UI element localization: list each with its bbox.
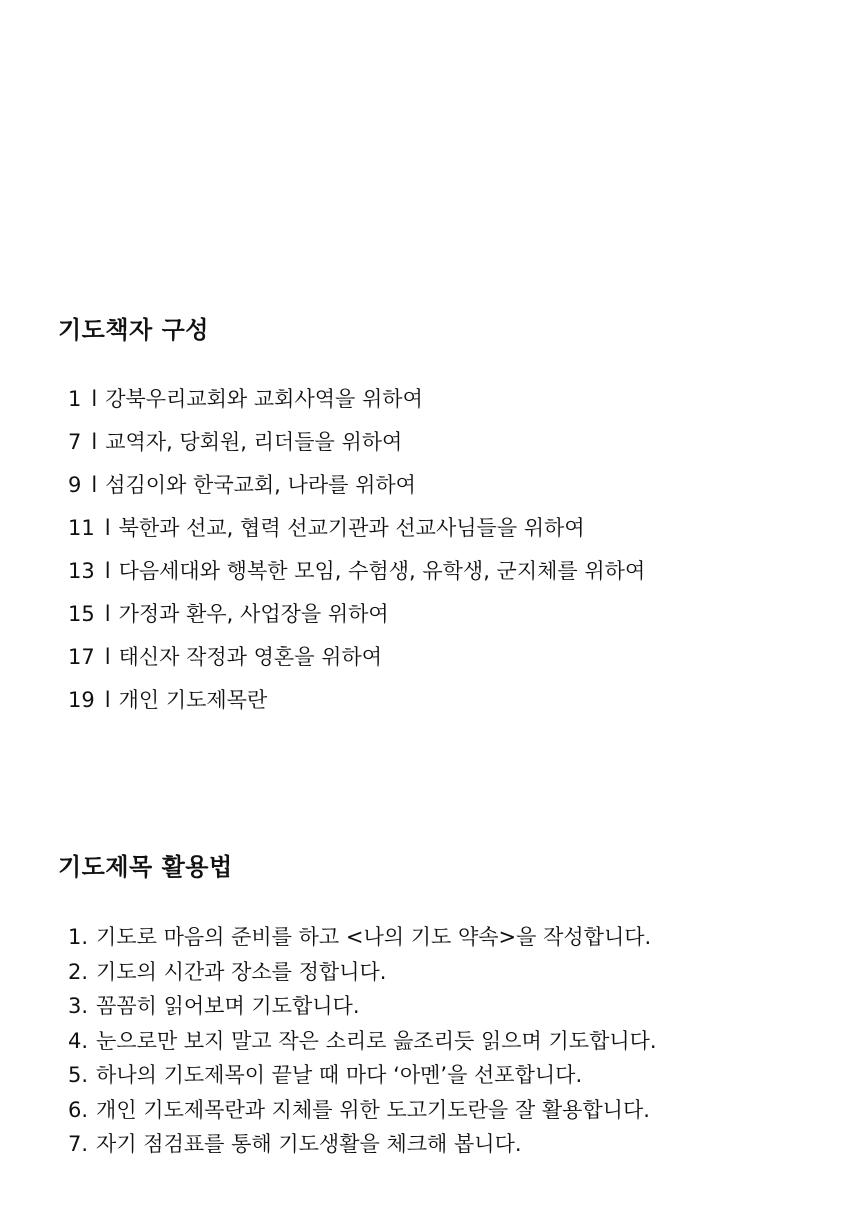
list-item (68, 993, 657, 1028)
item-text: 눈으로만 보지 말고 작은 소리로 읊조리듯 읽으며 기도합니다. (96, 1028, 657, 1053)
list-item (68, 601, 645, 644)
item-text: 자기 점검표를 통해 기도생활을 체크해 봅니다. (96, 1132, 522, 1156)
item-number: 3. (68, 994, 89, 1018)
list-item (68, 644, 645, 687)
page-number: 7 (68, 430, 82, 454)
page-number: 1 (68, 387, 82, 411)
item-text: 꼼꼼히 읽어보며 기도합니다. (96, 994, 360, 1018)
item-text: 기도로 마음의 준비를 하고 <나의 기도 약속>을 작성합니다. (96, 925, 652, 949)
item-number: 2. (68, 959, 89, 984)
list-item (68, 429, 645, 472)
item-text: 하나의 기도제목이 끝날 때 마다 ‘아멘’을 선포합니다. (96, 1063, 583, 1087)
list-item (68, 386, 645, 429)
separator: l (91, 473, 98, 497)
page-number: 15 (68, 602, 95, 626)
separator: l (91, 387, 98, 411)
separator: l (104, 559, 111, 583)
list-item (68, 959, 657, 994)
list-item (68, 1097, 657, 1132)
section-title-how-to-use: 기도제목 활용법 (58, 853, 233, 881)
list-item (68, 687, 645, 730)
page-number: 11 (68, 516, 95, 540)
item-text: 다음세대와 행복한 모임, 수험생, 유학생, 군지체를 위하여 (118, 559, 646, 583)
item-number: 7. (68, 1132, 89, 1156)
separator: l (104, 516, 111, 540)
item-text: 개인 기도제목란과 지체를 위한 도고기도란을 잘 활용합니다. (96, 1097, 650, 1122)
item-text: 북한과 선교, 협력 선교기관과 선교사님들을 위하여 (118, 516, 585, 540)
list-item (68, 558, 645, 601)
item-text: 가정과 환우, 사업장을 위하여 (118, 602, 389, 626)
item-number: 6. (68, 1097, 89, 1122)
how-to-use-list (68, 924, 657, 1166)
item-text: 섬김이와 한국교회, 나라를 위하여 (105, 473, 416, 497)
item-number: 5. (68, 1063, 89, 1087)
separator: l (104, 688, 111, 712)
list-item (68, 924, 657, 959)
item-text: 강북우리교회와 교회사역을 위하여 (105, 387, 423, 411)
list-item (68, 1062, 657, 1097)
list-item (68, 1131, 657, 1166)
separator: l (91, 430, 98, 454)
item-text: 태신자 작정과 영혼을 위하여 (118, 645, 383, 669)
booklet-contents-list (68, 386, 645, 730)
list-item (68, 472, 645, 515)
item-text: 개인 기도제목란 (118, 688, 268, 712)
item-text: 기도의 시간과 장소를 정합니다. (96, 959, 387, 984)
list-item (68, 1028, 657, 1063)
item-number: 1. (68, 925, 89, 949)
section-title-booklet-contents: 기도책자 구성 (58, 316, 209, 344)
page-number: 19 (68, 688, 95, 712)
item-text: 교역자, 당회원, 리더들을 위하여 (105, 430, 403, 454)
page-number: 17 (68, 645, 95, 669)
page-number: 9 (68, 473, 82, 497)
separator: l (104, 602, 111, 626)
item-number: 4. (68, 1028, 89, 1053)
page-number: 13 (68, 559, 95, 583)
list-item (68, 515, 645, 558)
separator: l (104, 645, 111, 669)
